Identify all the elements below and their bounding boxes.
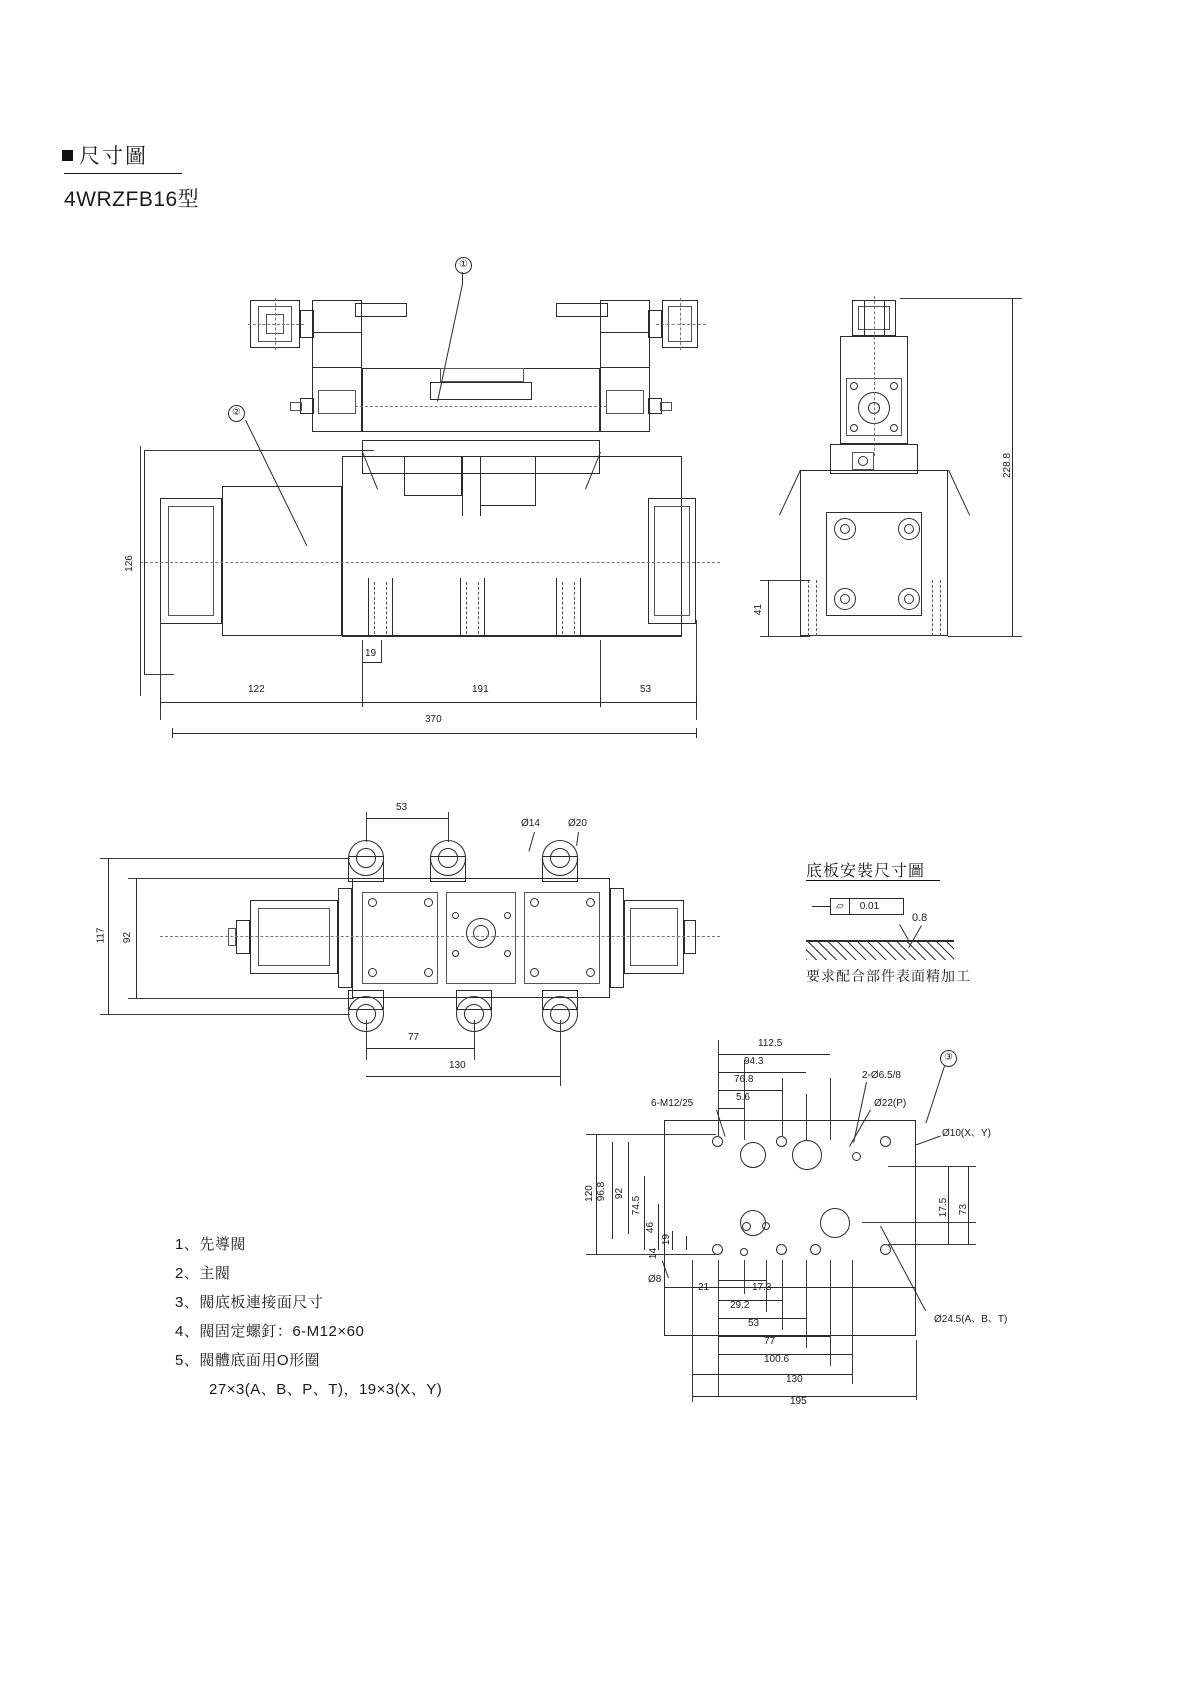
- dim-bot-77: 77: [764, 1336, 776, 1347]
- dim-92: 92: [122, 931, 134, 944]
- title-underline: [64, 173, 182, 174]
- dim-5-6: 5.6: [736, 1092, 750, 1103]
- model-name: 4WRZFB16型: [64, 188, 200, 211]
- page-title-text: 尺寸圖: [79, 145, 148, 168]
- callout-3: ③: [940, 1050, 957, 1067]
- note-5: 5、閥體底面用O形圈: [175, 1352, 321, 1369]
- label-dia24-5: Ø24.5(A、B、T): [934, 1314, 1008, 1325]
- dim-bot-19: 19: [661, 1233, 673, 1246]
- dim-bot-53: 53: [748, 1318, 760, 1329]
- tolerance-value: 0.01: [859, 901, 880, 912]
- label-dia22p: Ø22(P): [874, 1098, 907, 1109]
- page-title: [62, 140, 199, 170]
- notes-list: [175, 1230, 442, 1404]
- dim-96-8: 96.8: [596, 1181, 608, 1202]
- dim-191: 191: [472, 684, 489, 695]
- dim-370: 370: [425, 714, 442, 725]
- note-3: 3、閥底板連接面尺寸: [175, 1294, 324, 1311]
- dim-19: 19: [365, 648, 377, 659]
- dim-228-8: 228.8: [1002, 452, 1014, 479]
- dim-74-5: 74.5: [631, 1195, 643, 1216]
- page-header: [62, 140, 199, 213]
- dim-195: 195: [790, 1396, 807, 1407]
- callout-1: ①: [455, 257, 472, 274]
- dim-top-77: 77: [408, 1032, 420, 1043]
- dim-17-5: 17.5: [938, 1197, 950, 1218]
- dim-120: 120: [583, 1185, 595, 1202]
- dim-122: 122: [248, 684, 265, 695]
- dim-dia20: Ø20: [568, 818, 587, 829]
- note-2: 2、主閥: [175, 1265, 231, 1282]
- dim-bot-130: 130: [786, 1374, 803, 1385]
- base-plate-title: 底板安裝尺寸圖: [806, 863, 926, 880]
- dim-21: 21: [698, 1282, 710, 1293]
- feature-control-frame: [830, 898, 904, 915]
- dim-112-5: 112.5: [758, 1038, 783, 1049]
- dim-29-2: 29.2: [730, 1300, 750, 1311]
- dim-100-6: 100.6: [764, 1354, 790, 1365]
- finish-note: 要求配合部件表面精加工: [806, 968, 971, 984]
- bullet-square-icon: [62, 150, 73, 161]
- dim-94-3: 94.3: [744, 1056, 764, 1067]
- note-1: 1、先導閥: [175, 1236, 246, 1253]
- dim-73: 73: [958, 1203, 970, 1216]
- dim-117: 117: [95, 927, 107, 944]
- callout-2: ②: [228, 405, 245, 422]
- dim-bot-92: 92: [614, 1187, 626, 1200]
- label-6-m12: 6-M12/25: [651, 1098, 694, 1109]
- flatness-symbol: ▱: [836, 901, 844, 912]
- note-4: 4、閥固定螺釘：6-M12×60: [175, 1323, 365, 1340]
- label-dia10xy: Ø10(X、Y): [942, 1128, 991, 1139]
- dim-76-8: 76.8: [734, 1074, 754, 1085]
- roughness-value: 0.8: [912, 912, 928, 924]
- label-2-dia65: 2-Ø6.5/8: [862, 1070, 901, 1081]
- dim-top-130: 130: [449, 1060, 466, 1071]
- dim-53: 53: [640, 684, 652, 695]
- dim-46: 46: [645, 1221, 657, 1234]
- note-5-detail: 27×3(A、B、P、T)，19×3(X、Y): [209, 1381, 443, 1398]
- dim-14: 14: [648, 1247, 660, 1260]
- dim-17-3: 17.3: [752, 1282, 772, 1293]
- label-dia8: Ø8: [648, 1274, 662, 1285]
- dim-41: 41: [753, 603, 765, 616]
- dim-top-53: 53: [396, 802, 408, 813]
- dim-dia14: Ø14: [521, 818, 540, 829]
- dim-126: 126: [123, 555, 135, 572]
